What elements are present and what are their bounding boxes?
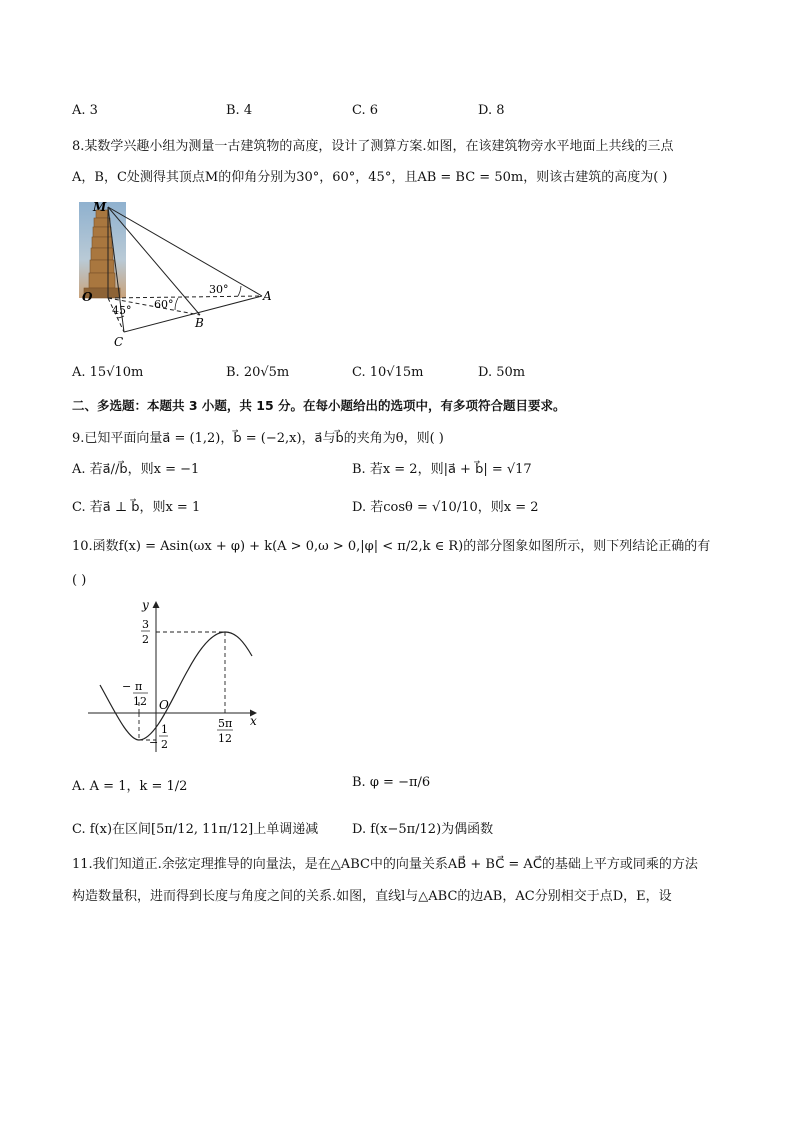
y-tick-3-2 — [141, 618, 150, 646]
svg-text:12: 12 — [133, 695, 147, 708]
svg-text:−: − — [149, 736, 159, 749]
angle-45-label: 45° — [112, 304, 132, 317]
x-tick-5pi-12 — [217, 717, 233, 745]
q11-stem-line1: 11.我们知道正.余弦定理推导的向量法，是在△ABC中的向量关系AB⃗ + BC⃗ = AC⃗的基础上平方或同乘的方法 — [72, 857, 698, 872]
x-tick-neg-pi-12 — [122, 680, 148, 708]
q10-option-d: D. f(x−5π/12)为偶函数 — [352, 822, 494, 837]
q9-stem: 9.已知平面向量a⃗ = (1,2)，b⃗ = (−2,x)，a⃗与b⃗的夹角为θ，则( ) — [72, 431, 444, 446]
point-m-label: M — [93, 200, 107, 214]
angle-30-label: 30° — [209, 283, 229, 296]
x-axis-label: x — [250, 714, 257, 728]
tick-label-source-0: 3/2 — [84, 594, 86, 595]
q10-option-c: C. f(x)在区间[5π/12, 11π/12]上单调递减 — [72, 822, 319, 837]
q10-function-graph — [84, 594, 270, 760]
svg-text:π: π — [135, 680, 143, 693]
q10-option-b: B. φ = −π/6 — [352, 775, 431, 790]
svg-text:3: 3 — [142, 618, 149, 631]
svg-text:12: 12 — [218, 732, 232, 745]
q7-option-b: B. 4 — [226, 103, 253, 118]
q8-option-b: B. 20√5m — [226, 365, 290, 380]
q9-option-c: C. 若a⃗ ⊥ b⃗，则x = 1 — [72, 500, 201, 515]
svg-text:5π: 5π — [218, 717, 233, 730]
q9-option-d: D. 若cosθ = √10/10，则x = 2 — [352, 500, 539, 515]
y-tick-neg-1-2 — [149, 723, 168, 751]
q8-tower-figure — [70, 198, 290, 350]
svg-text:2: 2 — [142, 633, 149, 646]
q11-stem-line2: 构造数量积，进而得到长度与角度之间的关系.如图，直线l与△ABC的边AB，AC分别相交于点D，E，设 — [72, 889, 672, 904]
q9-option-b: B. 若x = 2，则|a⃗ + b⃗| = √17 — [352, 462, 532, 477]
y-axis-label: y — [142, 598, 149, 612]
q8-option-c: C. 10√15m — [352, 365, 424, 380]
svg-text:2: 2 — [161, 738, 168, 751]
origin-label: O — [159, 698, 169, 712]
q7-option-d: D. 8 — [478, 103, 505, 118]
svg-text:−: − — [122, 680, 132, 693]
angle-60-label: 60° — [154, 298, 174, 311]
svg-text:1: 1 — [161, 723, 168, 736]
point-c-label: C — [114, 335, 124, 349]
q7-option-c: C. 6 — [352, 103, 379, 118]
q10-stem-line2: ( ) — [72, 573, 87, 588]
q8-stem-line1: 8.某数学兴趣小组为测量一古建筑物的高度，设计了测算方案.如图，在该建筑物旁水平地面上共线的三点 — [72, 139, 674, 154]
section-heading-multiple-choice: 二、多选题：本题共 3 小题，共 15 分。在每小题给出的选项中，有多项符合题目要求。 — [72, 398, 566, 413]
q9-option-a: A. 若a⃗//b⃗，则x = −1 — [72, 462, 200, 477]
q8-option-d: D. 50m — [478, 365, 526, 380]
point-b-label: B — [195, 316, 204, 330]
q10-option-a: A. A = 1，k = 1/2 — [72, 779, 188, 794]
point-a-label: A — [263, 289, 272, 303]
q8-stem-line2: A，B，C处测得其顶点M的仰角分别为30°，60°，45°，且AB = BC = 50m，则该古建筑的高度为( ) — [72, 170, 668, 185]
q8-option-a: A. 15√10m — [72, 365, 144, 380]
q10-stem-line1: 10.函数f(x) = Asin(ωx + φ) + k(A > 0,ω > 0,|φ| < π/2,k ∈ R)的部分图象如图所示，则下列结论正确的有 — [72, 539, 711, 554]
point-o-label: O — [82, 290, 93, 304]
q7-option-a: A. 3 — [72, 103, 98, 118]
